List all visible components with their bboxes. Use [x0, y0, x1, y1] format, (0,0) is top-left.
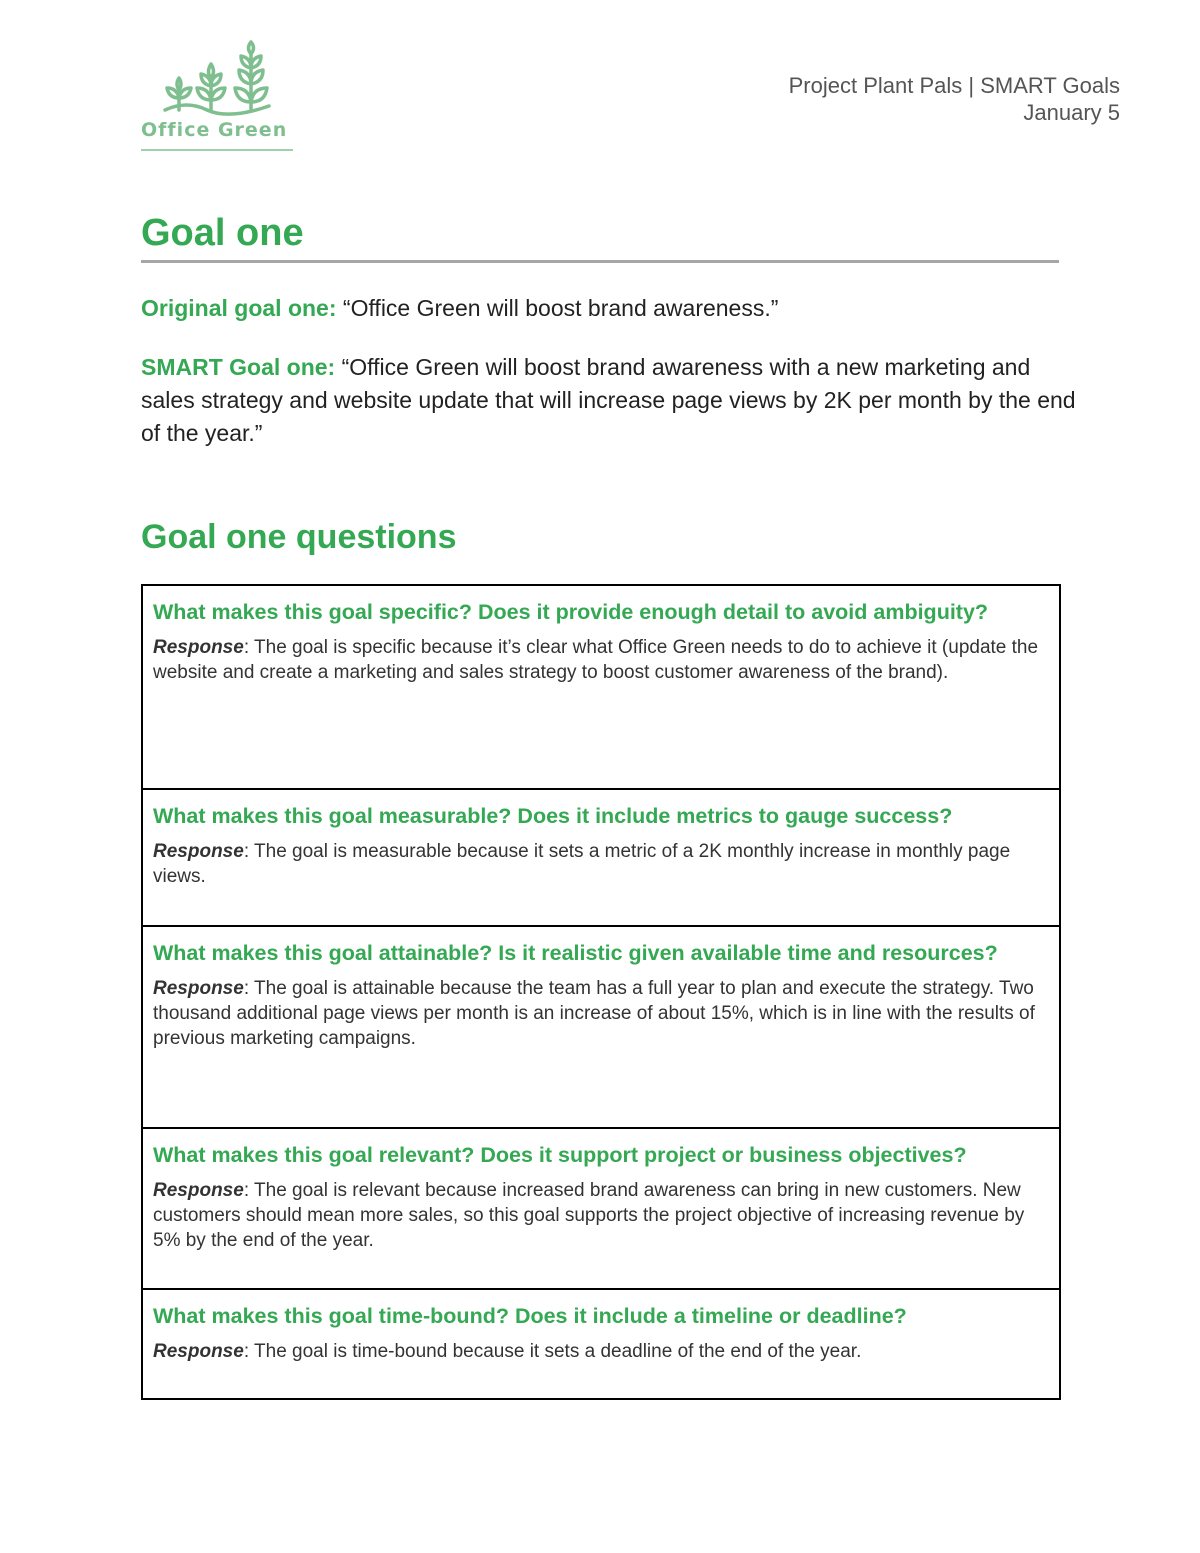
response-label: Response: [153, 978, 244, 999]
question-row-specific: [143, 586, 1059, 788]
logo-underline: [141, 149, 293, 151]
goal-heading: Goal one: [141, 212, 304, 254]
question-text: What makes this goal specific? Does it provide enough detail to avoid ambiguity?: [153, 600, 989, 624]
heading-divider: [141, 260, 1059, 263]
smart-goal: [141, 351, 1086, 450]
response-text: [153, 839, 1049, 889]
response-body: : The goal is relevant because increased brand awareness can bring in new customers. New customers should mean more sales, so this goal supports the project objective of increasing revenue by 5% by the end of the year.: [153, 1180, 1025, 1251]
response-text: [153, 1178, 1049, 1253]
question-text: What makes this goal relevant? Does it support project or business objectives?: [153, 1143, 967, 1167]
document-date: January 5: [1023, 100, 1120, 125]
response-body: : The goal is specific because it’s clear what Office Green needs to do to achieve it (update the website and create a marketing and sales strategy to boost customer awareness of the brand).: [153, 637, 1039, 683]
document-title: Project Plant Pals | SMART Goals: [788, 73, 1120, 98]
question-text: What makes this goal time-bound? Does it include a timeline or deadline?: [153, 1304, 907, 1328]
question-row-attainable: [143, 925, 1059, 1127]
question-row-time-bound: [143, 1288, 1059, 1398]
logo-text: Office Green: [141, 119, 288, 141]
smart-goal-label: SMART Goal one:: [141, 354, 336, 380]
original-goal-label: Original goal one:: [141, 295, 337, 321]
original-goal-text: “Office Green will boost brand awareness.”: [336, 295, 779, 321]
response-text: [153, 976, 1049, 1051]
question-row-relevant: [143, 1127, 1059, 1288]
questions-table: [141, 584, 1061, 1400]
question-text: What makes this goal measurable? Does it include metrics to gauge success?: [153, 804, 953, 828]
response-text: [153, 1339, 1049, 1364]
response-body: : The goal is attainable because the team has a full year to plan and execute the strategy. Two thousand additional page views per month is an increase of about 15%, which is in line with the results of previous marketing campaigns.: [153, 978, 1035, 1049]
response-label: Response: [153, 1180, 244, 1201]
question-text: What makes this goal attainable? Is it realistic given available time and resources?: [153, 941, 998, 965]
questions-heading: Goal one questions: [141, 518, 457, 556]
document-header: [789, 72, 1120, 126]
sprouting-plants-icon: [161, 40, 273, 116]
office-green-logo: [141, 40, 293, 152]
response-label: Response: [153, 1341, 244, 1362]
response-body: : The goal is time-bound because it sets a deadline of the end of the year.: [243, 1341, 862, 1362]
response-label: Response: [153, 637, 244, 658]
smart-goal-text: “Office Green will boost brand awareness with a new marketing and sales strategy and website update that will increase page views by 2K per month by the end of the year.”: [141, 354, 1076, 446]
response-label: Response: [153, 841, 244, 862]
original-goal: [141, 292, 1086, 325]
question-row-measurable: [143, 788, 1059, 925]
response-text: [153, 635, 1049, 685]
response-body: : The goal is measurable because it sets a metric of a 2K monthly increase in monthly page views.: [153, 841, 1011, 887]
